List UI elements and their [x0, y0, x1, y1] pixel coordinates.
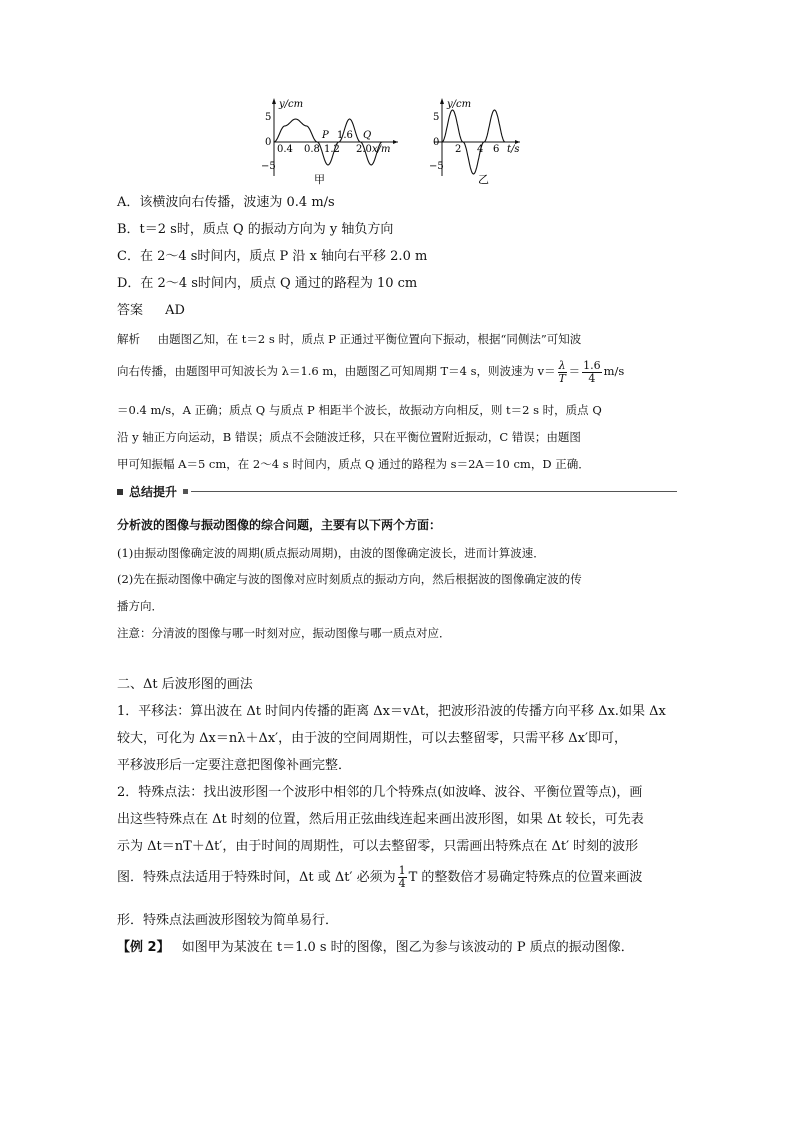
section2-p2-line4-pre: 图．特殊点法适用于特殊时间，Δt 或 Δt′ 必须为	[117, 870, 396, 885]
summary-intro	[117, 516, 441, 534]
yi-caption: 乙	[478, 173, 489, 186]
section2-p1-line3: 平移波形后一定要注意把图像补画完整．	[117, 758, 352, 773]
jia-x-tick-20: 2.0	[356, 144, 372, 155]
analysis-text-2-unit: m/s	[603, 364, 625, 378]
section2-heading: 二、Δt 后波形图的画法	[117, 677, 253, 692]
analysis-line-1	[117, 330, 581, 348]
summary-item-1: (1)由振动图像确定波的周期(质点振动周期)，由波的图像确定波长，进而计算波速．	[117, 546, 545, 560]
yi-y-tick-0: 0	[433, 137, 440, 148]
jia-point-q: Q	[363, 130, 372, 141]
fraction-lambda-over-t	[558, 360, 567, 385]
summary-dot-icon	[183, 489, 188, 494]
summary-rule	[191, 491, 677, 492]
example-text: 如图甲为某波在 t＝1.0 s 时的图像，图乙为参与该波动的 P 质点的振动图像．	[181, 940, 634, 955]
jia-x-tick-12: 1.2	[324, 144, 340, 155]
jia-x-arrow	[393, 140, 398, 144]
yi-x-tick-6: 6	[493, 144, 500, 155]
summary-title: 总结提升	[129, 485, 178, 499]
yi-x-tick-4: 4	[477, 144, 484, 155]
option-c: C．在 2～4 s时间内，质点 P 沿 x 轴向右平移 2.0 m	[117, 249, 428, 264]
equals-sign: ＝	[568, 364, 581, 378]
section2-p2-line3: 示为 Δt＝nT＋Δt′，由于时间的周期性，可以去整留零，只需画出特殊点在 Δt′ 时刻的波形	[117, 839, 639, 854]
jia-point-p: P	[322, 130, 329, 141]
jia-y-arrow	[272, 98, 276, 104]
answer-line	[117, 302, 185, 320]
summary-square-icon	[117, 489, 123, 495]
jia-caption: 甲	[314, 173, 325, 186]
jia-y-tick-neg5: −5	[261, 161, 276, 172]
yi-y-label: y/cm	[447, 99, 472, 110]
summary-note: 注意：分清波的图像与哪一时刻对应，振动图像与哪一质点对应．	[117, 626, 451, 640]
quarter-denominator: 4	[398, 877, 406, 890]
section2-p2-line4	[117, 864, 642, 892]
analysis-label: 解析	[117, 332, 140, 346]
analysis-text-1: 由题图乙知，在 t＝2 s 时，质点 P 正通过平衡位置向下振动，根据“同侧法”可知波	[157, 332, 582, 346]
summary-header	[117, 484, 677, 500]
analysis-text-2: 向右传播，由题图甲可知波长为 λ＝1.6 m，由题图乙可知周期 T＝4 s，则波速为 v＝	[117, 364, 556, 378]
yi-y-tick-5: 5	[433, 112, 440, 123]
section2-p1-line2: 较大，可化为 Δx＝nλ＋Δx′，由于波的空间周期性，可以去整留零，只需平移 Δx′即可，	[117, 731, 627, 746]
summary-item-2b: 播方向．	[117, 599, 163, 613]
option-b: B．t＝2 s时，质点 Q 的振动方向为 y 轴负方向	[117, 222, 394, 237]
jia-x-tick-08: 0.8	[304, 144, 320, 155]
summary-intro-text: 分析波的图像与振动图像的综合问题，主要有以下两个方面：	[117, 518, 442, 532]
section2-p2-line2: 出这些特殊点在 Δt 时刻的位置，然后用正弦曲线连起来画出波形图，如果 Δt 较长，可先表	[117, 812, 644, 827]
jia-x-label: x/m	[372, 144, 391, 155]
yi-x-label: t/s	[507, 144, 520, 155]
quarter-numerator: 1	[398, 864, 406, 877]
analysis-line-2	[117, 357, 624, 385]
section2-p2-line5: 形．特殊点法画波形图较为简单易行．	[117, 913, 339, 928]
frac2-numerator: 1.6	[583, 358, 601, 372]
jia-y-tick-0: 0	[265, 137, 272, 148]
figure-jia	[261, 98, 398, 186]
frac1-numerator: λ	[558, 358, 566, 372]
section2-p2-line4-post: T 的整数倍才易确定特殊点的位置来画波	[408, 870, 643, 885]
summary-item-2a: (2)先在振动图像中确定与波的图像对应时刻质点的振动方向，然后根据波的图像确定波的传	[117, 572, 582, 586]
fraction-one-quarter	[398, 865, 407, 890]
section2-p1-line1: 1．平移法：算出波在 Δt 时间内传播的距离 Δx＝vΔt，把波形沿波的传播方向平移 Δx.如果 Δx	[117, 704, 666, 719]
yi-y-arrow	[440, 98, 444, 104]
frac1-denominator: T	[558, 371, 566, 385]
figures-svg	[258, 96, 538, 188]
analysis-line-5: 甲可知振幅 A＝5 cm，在 2～4 s 时间内，质点 Q 通过的路程为 s＝2A＝10 cm，D 正确．	[117, 457, 590, 471]
analysis-line-3: ＝0.4 m/s，A 正确；质点 Q 与质点 P 相距半个波长，故振动方向相反，则 t＝2 s 时，质点 Q	[117, 403, 602, 417]
analysis-line-4: 沿 y 轴正方向运动，B 错误；质点不会随波迁移，只在平衡位置附近振动，C 错误；由题图	[117, 430, 581, 444]
example-line	[117, 939, 634, 957]
jia-label-16: 1.6	[337, 130, 353, 141]
frac2-denominator: 4	[588, 371, 596, 385]
jia-x-tick-04: 0.4	[277, 144, 293, 155]
section2-p2-line1: 2．特殊点法：找出波形图一个波形中相邻的几个特殊点(如波峰、波谷、平衡位置等点)，画	[117, 785, 643, 800]
example-label: 【例 2】	[117, 940, 170, 955]
jia-y-tick-5: 5	[265, 112, 272, 123]
yi-y-tick-neg5: −5	[429, 161, 444, 172]
jia-y-label: y/cm	[279, 99, 304, 110]
wave-figures	[258, 96, 538, 188]
answer-label: 答案	[117, 303, 144, 318]
answer-value: AD	[165, 303, 185, 318]
fraction-16-over-4	[582, 360, 602, 385]
option-d: D．在 2～4 s时间内，质点 Q 通过的路程为 10 cm	[117, 276, 418, 291]
option-a: A．该横波向右传播，波速为 0.4 m/s	[117, 195, 335, 210]
figure-yi	[429, 98, 520, 186]
yi-x-tick-2: 2	[455, 144, 462, 155]
